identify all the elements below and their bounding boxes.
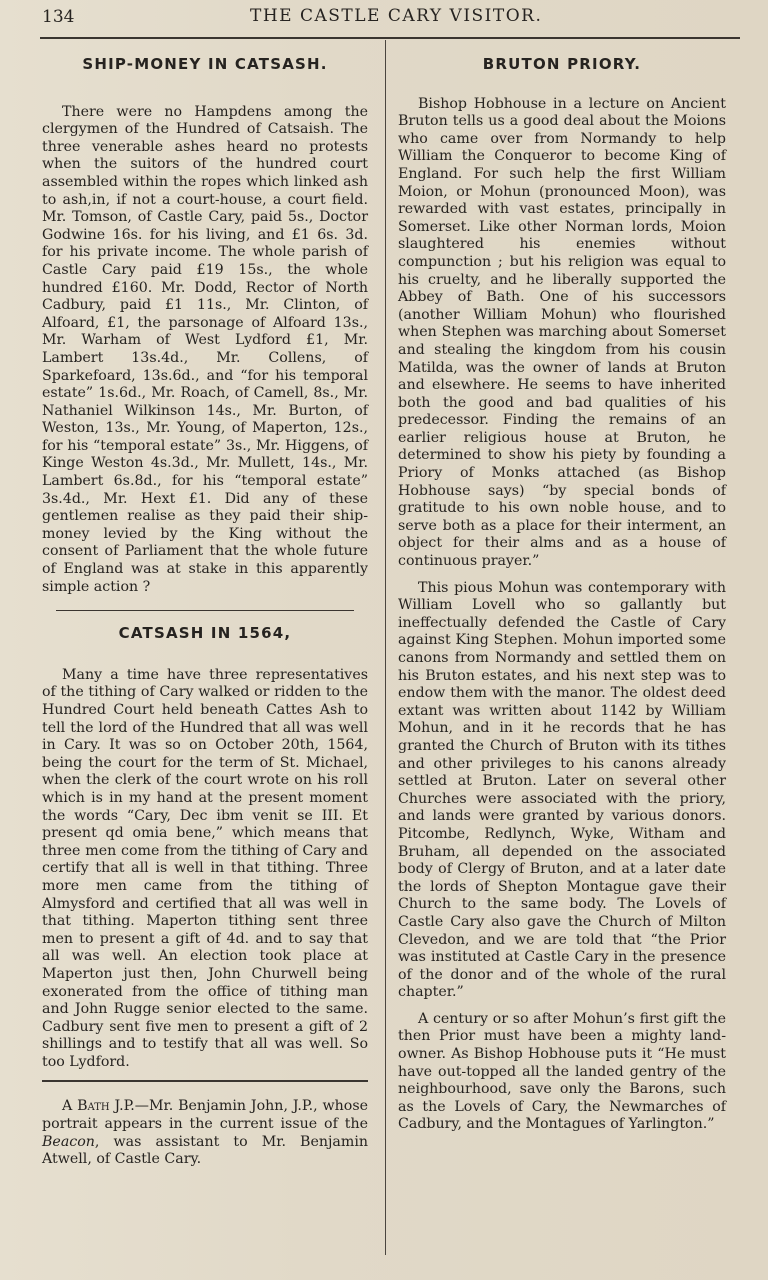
bruton-priory-title: BRUTON PRIORY. (482, 55, 642, 73)
running-title: THE CASTLE CARY VISITOR. (250, 6, 543, 26)
bruton-paragraph-1: Bishop Hobhouse in a lecture on Ancient Bruton tells us a good deal about the Moions who came over from Normandy to help William the Conqueror to become King of England. For such help the first William Moion, or Mohun (pronounced Moon), was rewarded with vast estates, principally in Somerset. Like other Norman lords, Moion slaughtered his enemies without compunction ; but his religion was equal to his cruelty, and he liberally supported the Abbey of Bath. One of his successors (another William Mohun) who flourished when Stephen was marching about Somerset and stealing the kingdom from his cousin Matilda, was the owner of lands at Bruton and elsewhere. He seems to have inherited both the good and bad qualities of his predecessor. Finding the remains of an earlier religious house at Bruton, he determined to show his piety by founding a Priory of Monks attached (as Bishop Hobhouse says) “by special bonds of gratitude to his own noble house, and to serve both as a place for their interment, an object for their alms and as a house of continuous prayer.” (398, 95, 726, 570)
left-column (42, 44, 368, 1178)
catsash-1564-title: CATSASH IN 1564, (118, 624, 292, 643)
page-header (30, 4, 748, 30)
bruton-paragraph-3: A century or so after Mohun’s first gift the then Prior must have been a mighty land-owner. As Bishop Hobhouse puts it “He must have out-topped all the landed gentry of the neighbourhood, save only the Barons, such as the Lovels of Cary, the Newmarches of Cadbury, and the Montagues of Yarlington.” (398, 1010, 726, 1133)
ship-money-title: SHIP-MONEY IN CATSASH. (82, 55, 328, 73)
ship-money-paragraph: There were no Hampdens among the clergymen of the Hundred of Catsaish. The three venerable ashes heard no protests when the suitors of the hundred court assembled within the ropes which linked ash to ash,in, if not a court-house, a court field. Mr. Tomson, of Castle Cary, paid 5s., Doctor Godwine 16s. for his living, and £1 6s. 3d. for his private income. The whole parish of Castle Cary paid £19 15s., the whole hundred £160. Mr. Dodd, Rector of North Cadbury, paid £1 11s., Mr. Clinton, of Alfoard, £1, the parsonage of Alfoard 13s., Mr. Warham of West Lydford £1, Mr. Lambert 13s.4d., Mr. Collens, of Sparkefoard, 13s.6d., and “for his temporal estate” 1s.6d., Mr. Roach, of Camell, 8s., Mr. Nathaniel Wilkinson 14s., Mr. Burton, of Weston, 13s., Mr. Young, of Maperton, 12s., for his “temporal estate” 3s., Mr. Higgens, of Kinge Weston 4s.3d., Mr. Mullett, 14s., Mr. Lambert 6s.8d., for his “temporal estate” 3s.4d., Mr. Hext £1. Did any of these gentlemen realise as they paid their ship-money levied by the King without the consent of Parliament that the whole future of England was at stake in this apparently simple action ? (42, 103, 368, 595)
section-separator (56, 610, 354, 611)
catsash-1564-paragraph: Many a time have three representatives of the tithing of Cary walked or ridden to the Hundred Court held beneath Cattes Ash to tell the lord of the Hundred that all was well in Cary. It was so on October 20th, 1564, being the court for the term of St. Michael, when the clerk of the court wrote on his roll which is in my hand at the present moment the words “Cary, Dec ibm venit se III. Et present qd omia bene,” which means that three men come from the tithing of Cary and certify that all is well in that tithing. Three more men came from the tithing of Almysford and certified that all was well in that tithing. Maperton tithing sent three men to present a gift of 4d. and to say that all was well. An election took place at Maperton just then, John Churwell being exonerated from the office of tithing man and John Rugge senior elected to the same. Cadbury sent five men to present a gift of 2 shillings and to testify that all was well. So too Lydford. (42, 666, 368, 1070)
page-number: 134 (42, 7, 75, 27)
header-rule (40, 37, 740, 39)
note-separator (42, 1080, 368, 1082)
note-publication: Beacon (42, 1133, 95, 1150)
right-column (398, 44, 726, 1143)
bruton-paragraph-2: This pious Mohun was contemporary with William Lovell who so gallantly but ineffectually defended the Castle of Cary against King Stephen. Mohun imported some canons from Normandy and settled them on his Bruton estates, and his next step was to endow them with the manor. The oldest deed extant was written about 1142 by William Mohun, and in it he records that he has granted the Church of Bruton with its tithes and other privileges to his canons already settled at Bruton. Later on several other Churches were associated with the priory, and lands were granted by various donors. Pitcombe, Redlynch, Wyke, Witham and Bruham, all depended on the associated body of Clergy of Bruton, and at a later date the lords of Shepton Montague gave their Church to the same body. The Lovels of Castle Cary also gave the Church of Milton Clevedon, and we are told that “the Prior was instituted at Castle Cary in the presence of the donor and of the whole of the rural chapter.” (398, 579, 726, 1001)
note-label: A Bath J.P. (62, 1098, 135, 1115)
note-text-1: —Mr. Benjamin John, J.P., whose portrait appears in the current issue of the (42, 1098, 368, 1133)
note-text-2: , was assistant to Mr. Benjamin Atwell, of Castle Cary. (42, 1133, 368, 1168)
column-divider (385, 40, 386, 1255)
bath-jp-note (42, 1098, 368, 1168)
